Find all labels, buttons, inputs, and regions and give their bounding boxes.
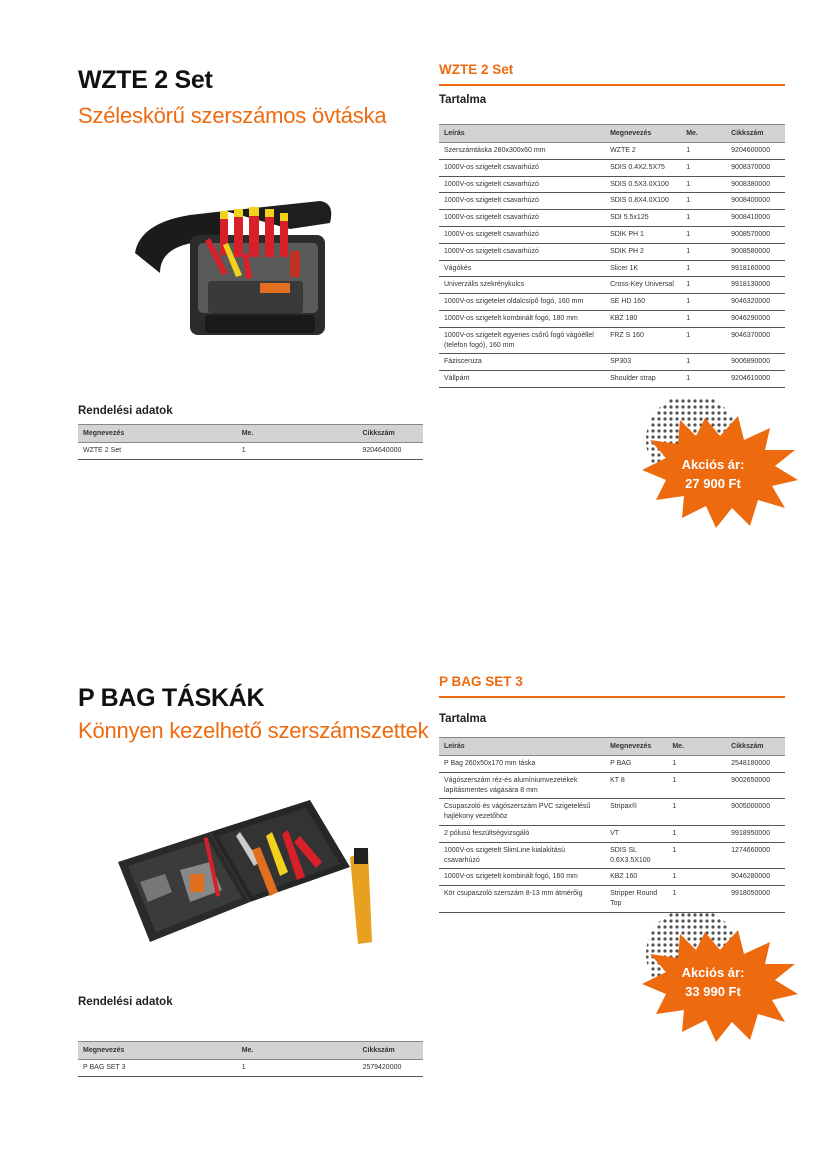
table-cell: 9918950000 bbox=[726, 825, 785, 842]
table-row bbox=[439, 886, 785, 913]
table-cell: Slicer 1K bbox=[605, 260, 681, 277]
wzte-tool-belt-image bbox=[130, 183, 340, 353]
table-cell: 9002650000 bbox=[726, 772, 785, 799]
section2-subtitle: Könnyen kezelhető szerszámszettek bbox=[78, 718, 429, 743]
section2-promo-label: Akciós ár: bbox=[681, 965, 745, 980]
table-cell: 1 bbox=[237, 443, 358, 460]
table-cell: Stripper Round Top bbox=[605, 886, 667, 913]
section1-promo-burst bbox=[620, 398, 810, 538]
table-cell: 9008570000 bbox=[726, 226, 785, 243]
table-cell: WZTE 2 bbox=[605, 143, 681, 160]
table-cell: 1 bbox=[681, 260, 726, 277]
col-header: Megnevezés bbox=[605, 738, 667, 756]
table-cell: SE HD 160 bbox=[605, 294, 681, 311]
table-cell: 1 bbox=[667, 756, 726, 773]
col-header: Cikkszám bbox=[726, 125, 785, 143]
table-row bbox=[439, 243, 785, 260]
table-cell: 2 pólusú feszültségvizsgáló bbox=[439, 825, 605, 842]
table-cell: 1000V-os szigetelet oldalcsípő fogó, 160 mm bbox=[439, 294, 605, 311]
table-row bbox=[439, 869, 785, 886]
table-cell: 2548180000 bbox=[726, 756, 785, 773]
table-cell: Vágókés bbox=[439, 260, 605, 277]
table-cell: 1 bbox=[681, 176, 726, 193]
table-cell: 1000V-os szigetelt kombinált fogó, 180 mm bbox=[439, 310, 605, 327]
table-cell: 9918050000 bbox=[726, 886, 785, 913]
table-cell: 1 bbox=[667, 842, 726, 869]
table-row bbox=[439, 842, 785, 869]
table-cell: 9046280000 bbox=[726, 869, 785, 886]
section2-title: P BAG TÁSKÁK bbox=[78, 684, 265, 712]
table-cell: 1274660000 bbox=[726, 842, 785, 869]
section1-contents-label: Tartalma bbox=[439, 94, 487, 106]
col-header: Leírás bbox=[439, 738, 605, 756]
table-cell: Cross-Key Universal bbox=[605, 277, 681, 294]
col-header: Megnevezés bbox=[605, 125, 681, 143]
section1-contents-table-wrap bbox=[439, 124, 785, 388]
table-header-row bbox=[78, 425, 423, 443]
table-cell: 9204600000 bbox=[726, 143, 785, 160]
table-cell: 2579420000 bbox=[357, 1060, 423, 1077]
table-cell: 1 bbox=[681, 226, 726, 243]
table-cell: SDIK PH 1 bbox=[605, 226, 681, 243]
table-cell: 1 bbox=[667, 772, 726, 799]
table-cell: Csupaszoló és vágószerszám PVC szigetelésű hajlékony vezetőhöz bbox=[439, 799, 605, 826]
table-row bbox=[439, 354, 785, 371]
table-cell: 1 bbox=[681, 371, 726, 388]
table-header-row bbox=[439, 125, 785, 143]
section2-panel-title: P BAG SET 3 bbox=[439, 674, 523, 689]
col-header: Megnevezés bbox=[78, 1042, 237, 1060]
table-cell: 9046320000 bbox=[726, 294, 785, 311]
table-cell: KBZ 160 bbox=[605, 869, 667, 886]
table-cell: FRZ S 160 bbox=[605, 327, 681, 354]
table-cell: 9204610000 bbox=[726, 371, 785, 388]
table-cell: KBZ 180 bbox=[605, 310, 681, 327]
table-cell: 9008370000 bbox=[726, 159, 785, 176]
table-row bbox=[78, 1060, 423, 1077]
table-cell: Fázisceruza bbox=[439, 354, 605, 371]
table-row bbox=[439, 327, 785, 354]
table-cell: P BAG bbox=[605, 756, 667, 773]
table-cell: 1000V-os szigetelt egyenes csőrű fogó vágóéllel (telefon fogó), 160 mm bbox=[439, 327, 605, 354]
section2-promo-price: 33 990 Ft bbox=[685, 983, 741, 999]
table-cell: SDIS 0.4X2.5X75 bbox=[605, 159, 681, 176]
col-header: Megnevezés bbox=[78, 425, 237, 443]
table-cell: 9006890000 bbox=[726, 354, 785, 371]
table-cell: 9204640000 bbox=[357, 443, 423, 460]
table-cell: 1 bbox=[681, 310, 726, 327]
table-cell: Univerzális szekrénykulcs bbox=[439, 277, 605, 294]
table-cell: 1000V-os szigetelt csavarhúzó bbox=[439, 159, 605, 176]
table-header-row bbox=[439, 738, 785, 756]
table-cell: P BAG SET 3 bbox=[78, 1060, 237, 1077]
table-cell: 1 bbox=[681, 354, 726, 371]
section2-order-label: Rendelési adatok bbox=[78, 996, 173, 1008]
table-row bbox=[439, 210, 785, 227]
table-header-row bbox=[78, 1042, 423, 1060]
section2-contents-table bbox=[439, 737, 785, 913]
table-cell: 9005000000 bbox=[726, 799, 785, 826]
table-cell: Stripax® bbox=[605, 799, 667, 826]
table-cell: SDIS SL 0.6X3.5X100 bbox=[605, 842, 667, 869]
section1-order-table-wrap bbox=[78, 424, 423, 460]
table-cell: 1000V-os szigetelt csavarhúzó bbox=[439, 243, 605, 260]
table-row bbox=[439, 143, 785, 160]
section2-order-table-wrap bbox=[78, 1041, 423, 1077]
col-header: Me. bbox=[667, 738, 726, 756]
table-cell: KT 8 bbox=[605, 772, 667, 799]
table-cell: 9008410000 bbox=[726, 210, 785, 227]
table-cell: SDI 5.5x125 bbox=[605, 210, 681, 227]
table-row bbox=[439, 756, 785, 773]
table-cell: 1 bbox=[667, 799, 726, 826]
section2-divider bbox=[439, 696, 785, 698]
table-row bbox=[439, 277, 785, 294]
table-cell: Shoulder strap bbox=[605, 371, 681, 388]
table-cell: SDIS 0.8X4.0X100 bbox=[605, 193, 681, 210]
table-cell: 9008400000 bbox=[726, 193, 785, 210]
table-cell: 1000V-os szigetelt csavarhúzó bbox=[439, 226, 605, 243]
table-cell: Szerszámtáska 280x300x60 mm bbox=[439, 143, 605, 160]
col-header: Me. bbox=[237, 425, 358, 443]
col-header: Cikkszám bbox=[357, 1042, 423, 1060]
table-row bbox=[439, 310, 785, 327]
table-cell: 9918130000 bbox=[726, 277, 785, 294]
section2-promo-burst bbox=[620, 912, 810, 1052]
table-cell: P Bag 260x50x170 mm táska bbox=[439, 756, 605, 773]
table-row bbox=[439, 371, 785, 388]
section1-subtitle: Széleskörű szerszámos övtáska bbox=[78, 103, 387, 128]
table-cell: 9918160000 bbox=[726, 260, 785, 277]
col-header: Cikkszám bbox=[357, 425, 423, 443]
section1-divider bbox=[439, 84, 785, 86]
section1-promo-price: 27 900 Ft bbox=[685, 475, 741, 491]
table-cell: 1 bbox=[237, 1060, 358, 1077]
table-row bbox=[78, 443, 423, 460]
table-cell: 1 bbox=[667, 869, 726, 886]
col-header: Cikkszám bbox=[726, 738, 785, 756]
section1-panel-title: WZTE 2 Set bbox=[439, 62, 514, 77]
pbag-set-image bbox=[110, 792, 400, 962]
table-cell: 9046370000 bbox=[726, 327, 785, 354]
table-cell: VT bbox=[605, 825, 667, 842]
table-cell: 1000V-os szigetelt kombinált fogó, 160 mm bbox=[439, 869, 605, 886]
table-cell: 1 bbox=[667, 825, 726, 842]
section2-order-table bbox=[78, 1041, 423, 1077]
table-row bbox=[439, 799, 785, 826]
table-row bbox=[439, 772, 785, 799]
table-row bbox=[439, 825, 785, 842]
section1-promo-label: Akciós ár: bbox=[681, 457, 745, 472]
table-cell: 1 bbox=[681, 159, 726, 176]
table-row bbox=[439, 226, 785, 243]
table-cell: 1 bbox=[681, 193, 726, 210]
table-cell: 1 bbox=[681, 143, 726, 160]
table-cell: 1 bbox=[681, 210, 726, 227]
table-cell: Vágószerszám réz-és alumíniumvezetékek lapításmentes vágására 8 mm bbox=[439, 772, 605, 799]
table-cell: 1 bbox=[681, 294, 726, 311]
table-cell: SDIK PH 2 bbox=[605, 243, 681, 260]
table-cell: Vállpánt bbox=[439, 371, 605, 388]
table-cell: 9046290000 bbox=[726, 310, 785, 327]
table-row bbox=[439, 294, 785, 311]
section2-contents-label: Tartalma bbox=[439, 713, 487, 725]
col-header: Leírás bbox=[439, 125, 605, 143]
section1-title: WZTE 2 Set bbox=[78, 66, 213, 94]
table-cell: 1 bbox=[681, 277, 726, 294]
table-cell: WZTE 2 Set bbox=[78, 443, 237, 460]
col-header: Me. bbox=[237, 1042, 358, 1060]
table-cell: SDIS 0.5X3.0X100 bbox=[605, 176, 681, 193]
section2-contents-table-wrap bbox=[439, 737, 785, 913]
table-cell: SP303 bbox=[605, 354, 681, 371]
table-cell: Kör csupaszoló szerszám 8-13 mm átmérőig bbox=[439, 886, 605, 913]
col-header: Me. bbox=[681, 125, 726, 143]
section1-order-table bbox=[78, 424, 423, 460]
table-row bbox=[439, 159, 785, 176]
table-cell: 1000V-os szigetelt csavarhúzó bbox=[439, 210, 605, 227]
section1-order-label: Rendelési adatok bbox=[78, 405, 173, 417]
section1-contents-table bbox=[439, 124, 785, 388]
table-row bbox=[439, 260, 785, 277]
table-cell: 1000V-os szigetelt csavarhúzó bbox=[439, 176, 605, 193]
table-row bbox=[439, 176, 785, 193]
table-cell: 1 bbox=[681, 243, 726, 260]
table-cell: 1000V-os szigetelt csavarhúzó bbox=[439, 193, 605, 210]
table-cell: 1000V-os szigetelt SlimLine kialakítású csavarhúzó bbox=[439, 842, 605, 869]
table-cell: 1 bbox=[681, 327, 726, 354]
table-cell: 9008380000 bbox=[726, 176, 785, 193]
table-row bbox=[439, 193, 785, 210]
table-cell: 9008580000 bbox=[726, 243, 785, 260]
table-cell: 1 bbox=[667, 886, 726, 913]
